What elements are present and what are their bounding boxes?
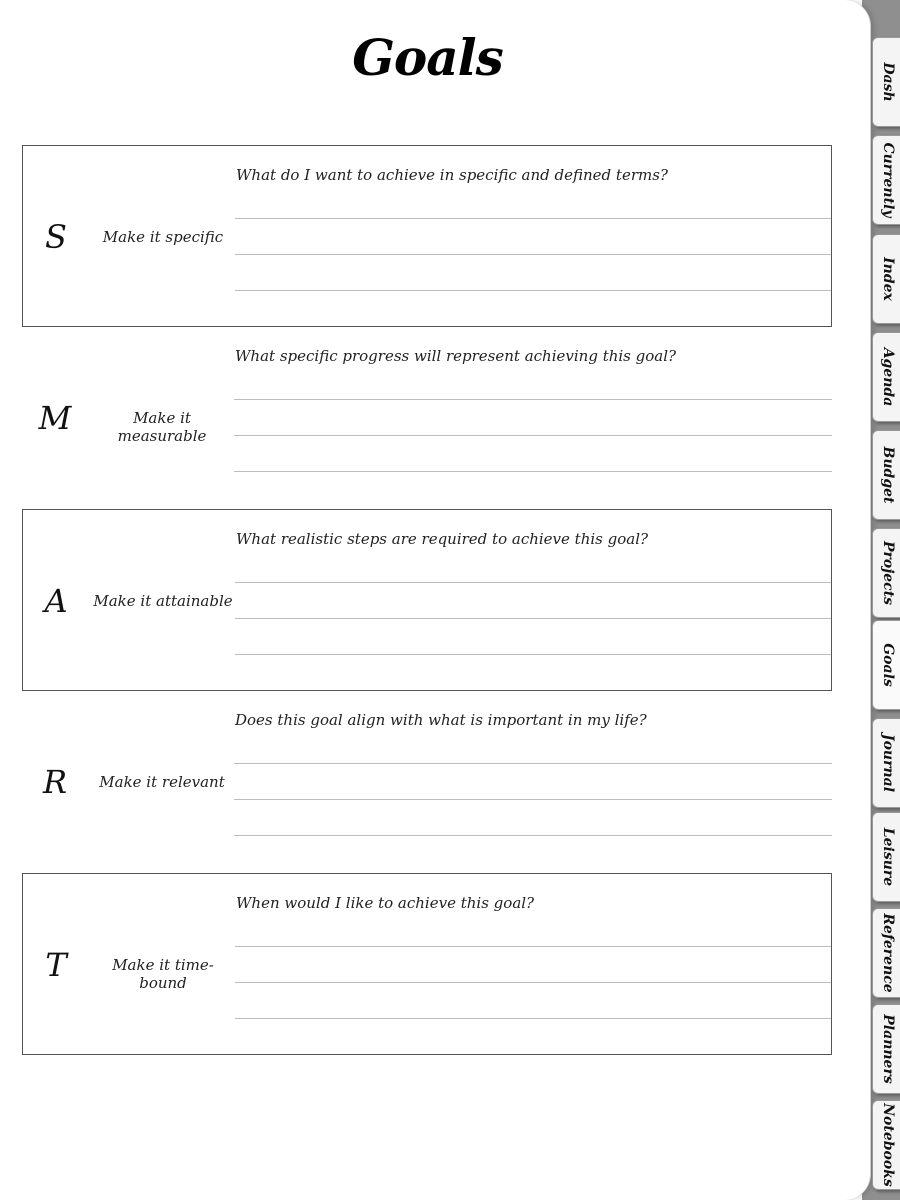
writing-line[interactable] — [235, 218, 831, 219]
tab-journal[interactable] — [872, 718, 900, 808]
tab-budget[interactable] — [872, 430, 900, 520]
writing-line[interactable] — [234, 799, 832, 800]
writing-line[interactable] — [235, 290, 831, 291]
writing-line[interactable] — [235, 982, 831, 983]
page-title: Goals — [352, 28, 503, 87]
section-relevant — [22, 691, 832, 873]
section-question: What realistic steps are required to achieve this goal? — [236, 530, 649, 548]
tab-goals[interactable] — [872, 620, 900, 710]
tab-label: Budget — [879, 446, 896, 504]
smart-letter: R — [42, 763, 68, 801]
tab-label: Currently — [879, 142, 896, 218]
section-label: Make it attainable — [93, 592, 233, 610]
tab-dash[interactable] — [872, 37, 900, 127]
writing-line[interactable] — [235, 618, 831, 619]
tab-leisure[interactable] — [872, 812, 900, 902]
tab-notebooks[interactable] — [872, 1100, 900, 1190]
writing-line[interactable] — [235, 1018, 831, 1019]
section-question: When would I like to achieve this goal? — [236, 894, 535, 912]
section-measurable — [22, 327, 832, 509]
tab-label: Index — [879, 257, 896, 301]
writing-line[interactable] — [234, 471, 832, 472]
section-time-bound — [22, 873, 832, 1055]
smart-letter: S — [45, 218, 67, 256]
section-question: Does this goal align with what is important in my life? — [235, 711, 647, 729]
smart-letter: M — [38, 399, 72, 437]
smart-letter: A — [44, 582, 68, 620]
writing-line[interactable] — [234, 763, 832, 764]
section-question: What specific progress will represent achieving this goal? — [235, 347, 677, 365]
tab-label: Dash — [879, 62, 896, 102]
writing-line[interactable] — [234, 835, 832, 836]
section-attainable — [22, 509, 832, 691]
section-label: Make it time-bound — [112, 956, 214, 992]
section-label: Make it relevant — [99, 773, 225, 791]
tab-label: Journal — [879, 733, 896, 793]
tab-label: Leisure — [879, 827, 896, 887]
tab-label: Goals — [879, 643, 896, 687]
section-question: What do I want to achieve in specific and defined terms? — [236, 166, 668, 184]
writing-line[interactable] — [235, 654, 831, 655]
tab-planners[interactable] — [872, 1004, 900, 1094]
tab-currently[interactable] — [872, 135, 900, 225]
section-specific — [22, 145, 832, 327]
tab-index[interactable] — [872, 234, 900, 324]
section-label: Make it measurable — [117, 409, 207, 445]
smart-letter: T — [45, 946, 67, 984]
tab-label: Reference — [879, 913, 896, 993]
tab-label: Planners — [879, 1014, 896, 1084]
tab-projects[interactable] — [872, 528, 900, 618]
tab-label: Projects — [879, 540, 896, 606]
writing-line[interactable] — [234, 399, 832, 400]
writing-line[interactable] — [235, 946, 831, 947]
writing-line[interactable] — [234, 435, 832, 436]
tab-label: Agenda — [879, 347, 896, 407]
writing-line[interactable] — [235, 254, 831, 255]
writing-line[interactable] — [235, 582, 831, 583]
tab-reference[interactable] — [872, 908, 900, 998]
section-label: Make it specific — [102, 228, 224, 246]
tab-label: Notebooks — [879, 1103, 896, 1187]
tab-agenda[interactable] — [872, 332, 900, 422]
